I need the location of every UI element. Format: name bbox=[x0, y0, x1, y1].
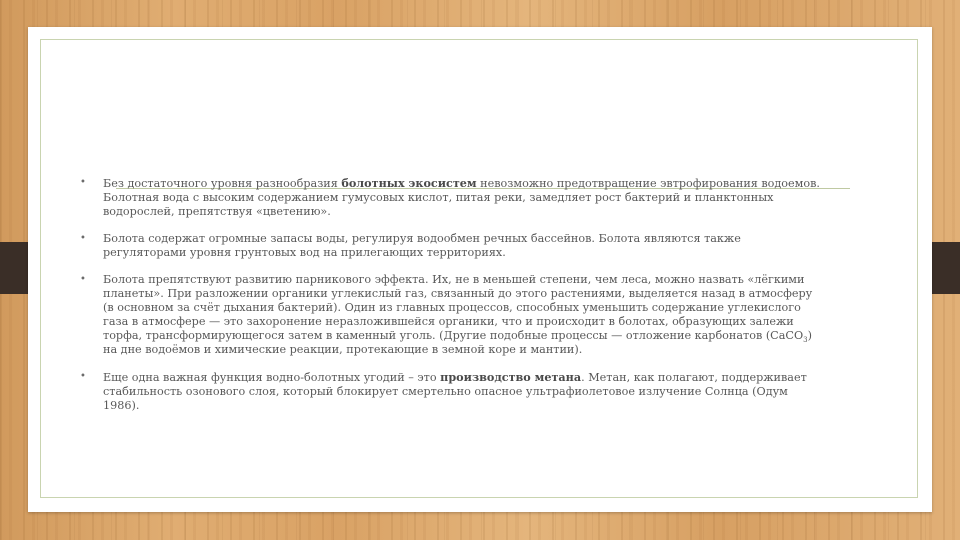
bullet-item-4 bbox=[80, 370, 824, 413]
subscript: 3 bbox=[803, 336, 808, 345]
bold-term: производство метана bbox=[440, 370, 582, 384]
bullet-text-1: Без достаточного уровня разнообразия болотных экосистем невозможно предотвращение эвтрофирования водоемов. Болотная вода с высоким содержанием гумусовых кислот, питая реки, замедляет рост бактерий и планктонных водорослей, препятствуя «цветению». bbox=[103, 176, 820, 218]
slide-body bbox=[80, 176, 824, 426]
bullet-text-2: Болота содержат огромные запасы воды, регулируя водообмен речных бассейнов. Болота являются также регуляторами уровня грунтовых вод на прилегающих территориях. bbox=[103, 232, 741, 259]
bullet-item-2 bbox=[80, 232, 824, 260]
bullet-item-1 bbox=[80, 176, 824, 219]
bullet-icon: • bbox=[80, 274, 86, 285]
bullet-icon: • bbox=[80, 177, 86, 188]
bold-term: болотных экосистем bbox=[341, 176, 477, 190]
bullet-icon: • bbox=[80, 371, 86, 382]
bullet-icon: • bbox=[80, 233, 86, 244]
bullet-text-3: Болота препятствуют развитию парникового эффекта. Их, не в меньшей степени, чем леса, можно назвать «лёгкими планеты». При разложении органики углекислый газ, связанный до этого растениями, выделяется назад в атмосферу (в основном за счёт дыхания бактерий). Один из главных процессов, способных уменьшить содержание углекислого газа в атмосфере — это захоронение неразложившейся органики, что и происходит в болотах, образующих залежи торфа, трансформирующегося затем в каменный уголь. (Другие подобные процессы — отложение карбонатов (CaCO$_3$) на дне водоёмов и химические реакции, протекающие в земной коре и мантии). bbox=[103, 273, 813, 356]
bullet-item-3 bbox=[80, 273, 824, 357]
bullet-text-4: Еще одна важная функция водно-болотных угодий – это производство метана. Метан, как полагают, поддерживает стабильность озонового слоя, который блокирует смертельно опасное ультрафиолетовое излучение Солнца (Одум 1986). bbox=[103, 370, 807, 412]
